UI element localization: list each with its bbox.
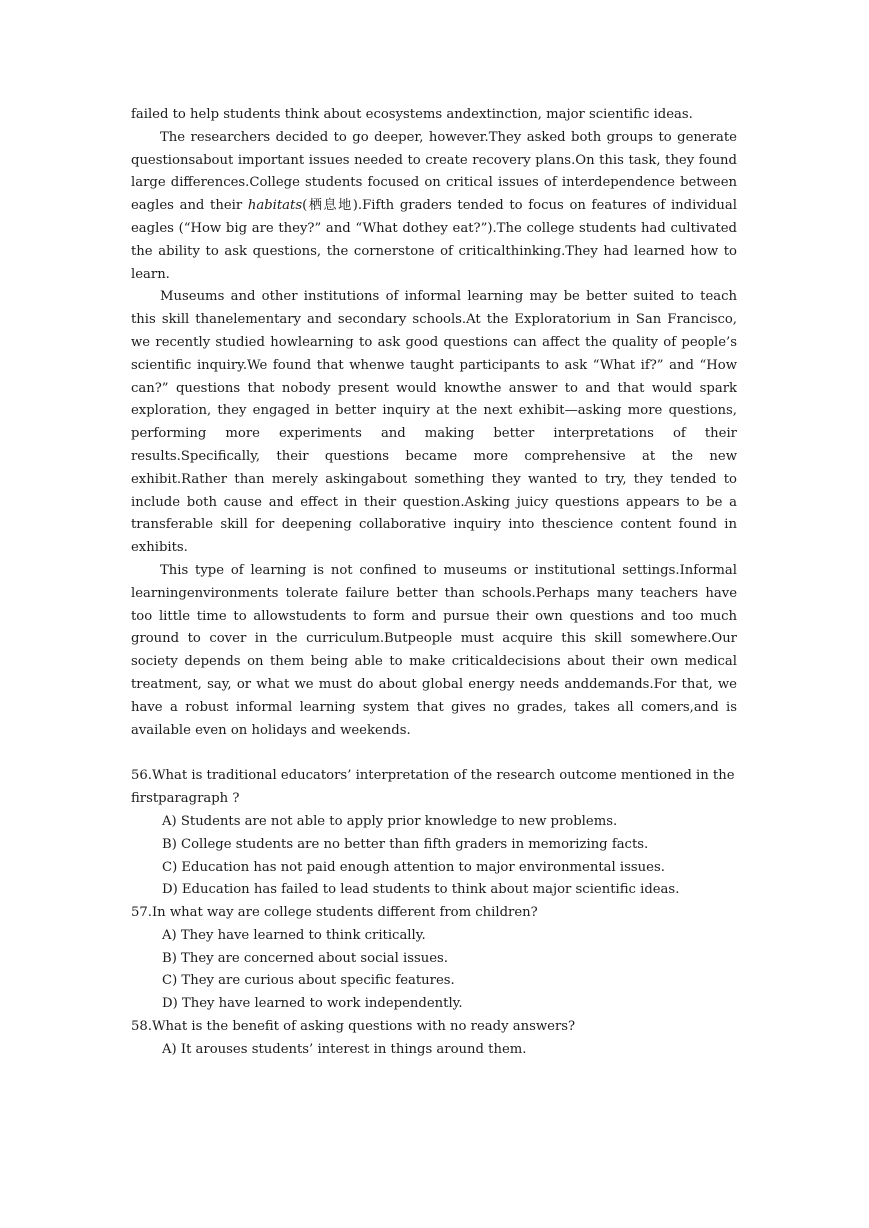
- question-stem: 58.What is the benefit of asking questions with no ready answers?: [131, 1019, 576, 1035]
- option-b: B) They are concerned about social issues.: [162, 950, 448, 966]
- option-a: A) It arouses students’ interest in things around them.: [162, 1041, 527, 1057]
- option-a: A) They have learned to think critically.: [162, 927, 426, 943]
- paragraph-text: This type of learning is not confined to museums or institutional settings.Informal learningenvironments tolerate failure better than schools.Perhaps many teachers have too little time to allowstudents to form and pursue their own questions and too much ground to cover in the curriculum.Butpeople must acquire this skill somewhere.Our society depends on them being able to make criticaldecisions about their own medical treatment, say, or what we must do about global energy needs anddemands.For that, we have a robust informal learning system that gives no grades, takes all comers,and is available even on holidays and weekends.: [131, 562, 737, 738]
- option-c: C) Education has not paid enough attention to major environmental issues.: [162, 859, 665, 875]
- paragraph-text: The researchers decided to go deeper, however.They asked both groups to generate questionsabout important issues needed to create recovery plans.On this task, they found large differences.College students focused on critical issues of interdependence between eagles and their: [131, 129, 737, 214]
- page-content: [131, 104, 737, 1062]
- option-c: C) They are curious about specific features.: [162, 973, 455, 989]
- question-stem: 57.In what way are college students different from children?: [131, 905, 538, 921]
- passage-paragraph-3: [131, 286, 737, 560]
- question-56: [131, 765, 737, 902]
- paragraph-text: (栖息地).Fifth graders tended to focus on features of individual eagles (“How big are they?” and “What dothey eat?”).The college students had cultivated the ability to ask questions, the cornerstone of criticalthinking.They had learned how to learn.: [131, 198, 738, 282]
- option-d: D) Education has failed to lead students to think about major scientific ideas.: [162, 882, 680, 898]
- option-a: A) Students are not able to apply prior knowledge to new problems.: [162, 813, 618, 829]
- question-57: [131, 902, 737, 1016]
- passage-paragraph-1: [131, 104, 737, 127]
- option-b: B) College students are no better than fifth graders in memorizing facts.: [162, 836, 649, 852]
- question-58: [131, 1016, 737, 1062]
- italic-term: habitats: [247, 198, 303, 214]
- passage-paragraph-2: [131, 127, 737, 287]
- paragraph-text: failed to help students think about ecosystems andextinction, major scientific ideas.: [131, 107, 693, 122]
- question-stem: 56.What is traditional educators’ interpretation of the research outcome mentioned in the firstparagraph ?: [131, 768, 735, 807]
- section-gap: [131, 742, 737, 765]
- option-d: D) They have learned to work independently.: [162, 996, 463, 1012]
- passage-paragraph-4: [131, 560, 737, 742]
- paragraph-text: Museums and other institutions of informal learning may be better suited to teach this skill thanelementary and secondary schools.At the Exploratorium in San Francisco, we recently studied howlearning to ask good questions can affect the quality of people’s scientific inquiry.We found that whenwe taught participants to ask “What if?” and “How can?” questions that nobody present would knowthe answer to and that would spark exploration, they engaged in better inquiry at the next exhibit—asking more questions, performing more experiments and making better interpretations of their results.Specifically, their questions became more comprehensive at the new exhibit.Rather than merely askingabout something they wanted to try, they tended to include both cause and effect in their question.Asking juicy questions appears to be a transferable skill for deepening collaborative inquiry into thescience content found in exhibits.: [131, 289, 737, 556]
